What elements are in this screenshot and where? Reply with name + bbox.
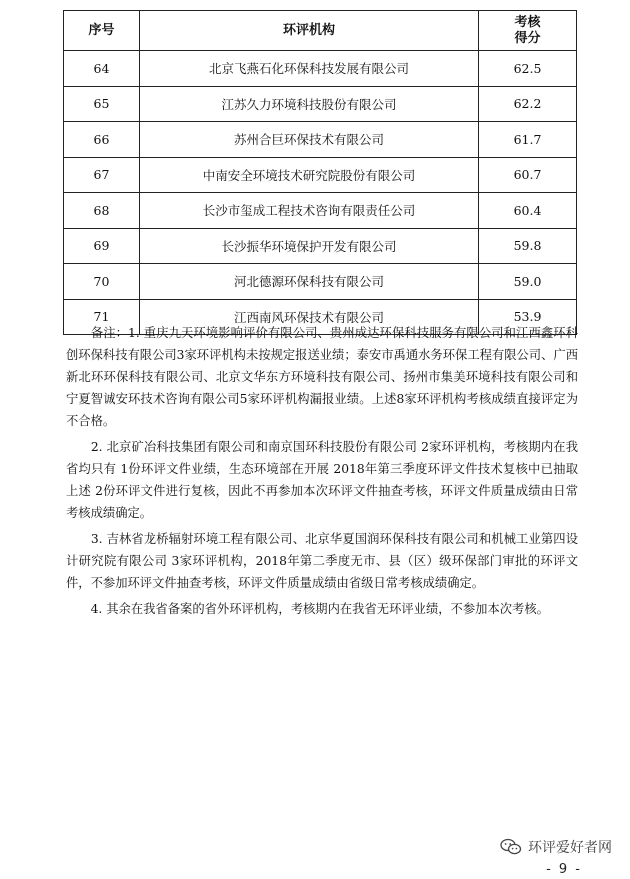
row-score: 59.8: [479, 228, 577, 264]
note-paragraph-3: 3. 吉林省龙桥辐射环境工程有限公司、北京华夏国润环保科技有限公司和机械工业第四设计研究院有限公司 3家环评机构，2018年第二季度无市、县（区）级环保部门审批的环评文件，不参加环评文件抽查考核，环评文件质量成绩由省级日常考核成绩确定。: [66, 532, 578, 590]
table-row: [64, 122, 577, 158]
score-table: [63, 10, 577, 335]
row-org: 江苏久力环境科技股份有限公司: [140, 86, 479, 122]
row-no: 67: [64, 157, 140, 193]
header-score: 考核 得分: [479, 11, 577, 51]
table-header-row: [64, 11, 577, 51]
note-paragraph-2: 2. 北京矿冶科技集团有限公司和南京国环科技股份有限公司 2家环评机构，考核期内在我省均只有 1份环评文件业绩，生态环境部在开展 2018年第三季度环评文件技术复核中已抽取上述 2份环评文件进行复核，因此不再参加本次环评文件抽查考核，环评文件质量成绩由日常考核成绩确定。: [66, 440, 578, 520]
table-row: [64, 157, 577, 193]
note-paragraph-4: 4. 其余在我省备案的省外环评机构，考核期内在我省无环评业绩，不参加本次考核。: [66, 602, 549, 616]
row-score: 62.5: [479, 51, 577, 87]
watermark: [500, 837, 612, 857]
row-score: 60.7: [479, 157, 577, 193]
row-org: 江西南风环保技术有限公司: [140, 299, 479, 335]
row-org: 中南安全环境技术研究院股份有限公司: [140, 157, 479, 193]
watermark-text: 环评爱好者网: [528, 840, 612, 856]
row-org: 长沙振华环境保护开发有限公司: [140, 228, 479, 264]
row-org: 苏州合巨环保技术有限公司: [140, 122, 479, 158]
notes-section: [66, 322, 578, 624]
table-row: [64, 86, 577, 122]
row-org: 河北德源环保科技有限公司: [140, 264, 479, 300]
table-row: [64, 264, 577, 300]
note-paragraph-1: 备注：1. 重庆九天环境影响评价有限公司、贵州成达环保科技服务有限公司和江西鑫环科创环保科技有限公司3家环评机构未按规定报送业绩；泰安市禹通水务环保工程有限公司、广西新北环环保科技有限公司、北京文华东方环境科技有限公司、扬州市集美环境科技有限公司和宁夏智诚安环技术咨询有限公司5家环评机构漏报业绩。上述8家环评机构考核成绩直接评定为不合格。: [66, 326, 578, 428]
row-score: 62.2: [479, 86, 577, 122]
table-row: [64, 193, 577, 229]
wechat-icon: [500, 838, 522, 856]
row-no: 66: [64, 122, 140, 158]
row-no: 70: [64, 264, 140, 300]
row-org: 北京飞燕石化环保科技发展有限公司: [140, 51, 479, 87]
row-no: 71: [64, 299, 140, 335]
row-score: 59.0: [479, 264, 577, 300]
row-no: 65: [64, 86, 140, 122]
row-no: 68: [64, 193, 140, 229]
row-org: 长沙市玺成工程技术咨询有限责任公司: [140, 193, 479, 229]
row-score: 53.9: [479, 299, 577, 335]
header-no: 序号: [64, 11, 140, 51]
table-row: [64, 228, 577, 264]
row-score: 60.4: [479, 193, 577, 229]
page-number: - 9 -: [546, 862, 582, 877]
row-no: 64: [64, 51, 140, 87]
header-org: 环评机构: [140, 11, 479, 51]
table-row: [64, 51, 577, 87]
row-score: 61.7: [479, 122, 577, 158]
row-no: 69: [64, 228, 140, 264]
